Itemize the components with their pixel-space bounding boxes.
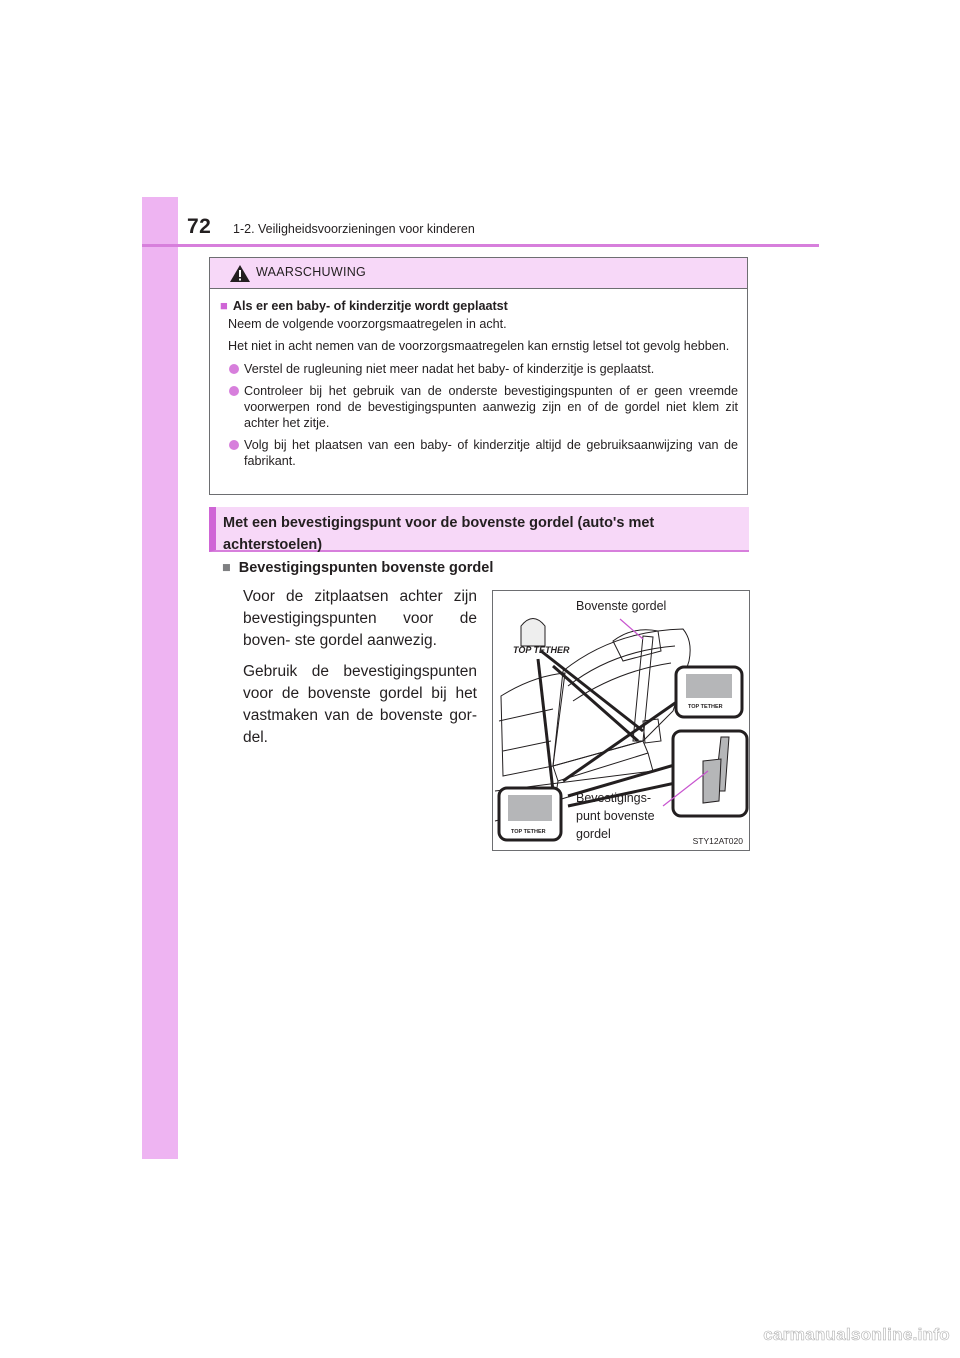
label-anchor-1: Bevestigings- [576, 791, 652, 805]
section-heading: Met een bevestigingspunt voor de bovenste gordel (auto's met achterstoelen) [209, 507, 749, 552]
warning-bullet [228, 361, 738, 377]
watermark: carmanualsonline.info [763, 1325, 950, 1344]
warning-subheading [220, 298, 738, 314]
warning-title: WAARSCHUWING [256, 265, 367, 279]
body-paragraph: Voor de zitplaatsen achter zijn bevestigingspunten voor de boven- ste gordel aanwezig. [243, 588, 477, 649]
label-top-tether: Bovenste gordel [576, 599, 667, 613]
tether-anchor-illustration [492, 590, 750, 851]
square-bullet-icon: ■ [222, 560, 231, 576]
tether-tag-text: TOP TETHER [513, 645, 570, 655]
warning-triangle-icon [229, 264, 251, 283]
header-rule [142, 244, 819, 247]
warning-bullet-text: Controleer bij het gebruik van de onderste bevestigingspunten of er geen vreemde voorwerpen rond de bevestigingspunten aanwezig zijn en of de gordel niet klem zit achter het zitje. [244, 384, 738, 430]
warning-subheading-text: Als er een baby- of kinderzitje wordt geplaatst [232, 299, 508, 313]
subsection-heading-text: Bevestigingspunten bovenste gordel [238, 560, 494, 576]
chapter-side-tab [142, 197, 178, 1159]
body-paragraph: Gebruik de bevestigingspunten voor de bovenste gordel bij het vastmaken van de bovenste gor- del. [243, 663, 477, 746]
figure-code: STY12AT020 [692, 836, 743, 846]
tether-tag-text: TOP TETHER [688, 704, 723, 710]
warning-bullet-text: Volg bij het plaatsen van een baby- of kinderzitje altijd de gebruiksaanwijzing van de fabrikant. [244, 438, 738, 468]
tether-tag-text: TOP TETHER [511, 829, 546, 835]
body-text [243, 586, 477, 758]
warning-bullet [228, 437, 738, 469]
label-anchor-3: gordel [576, 827, 611, 841]
bullet-dot-icon [229, 386, 239, 396]
subsection-heading [222, 560, 493, 576]
warning-box [209, 257, 748, 495]
warning-header [210, 258, 747, 289]
square-bullet-icon: ■ [220, 298, 228, 313]
warning-bullet [228, 383, 738, 431]
section-title: 1-2. Veiligheidsvoorzieningen voor kinderen [233, 222, 475, 236]
warning-bullet-text: Verstel de rugleuning niet meer nadat het baby- of kinderzitje is geplaatst. [244, 362, 655, 376]
bullet-dot-icon [229, 440, 239, 450]
bullet-dot-icon [229, 364, 239, 374]
warning-intro-1: Neem de volgende voorzorgsmaatregelen in acht. [228, 317, 507, 331]
warning-intro-2: Het niet in acht nemen van de voorzorgsmaatregelen kan ernstig letsel tot gevolg hebben. [228, 339, 730, 353]
label-anchor-2: punt bovenste [576, 809, 655, 823]
page-number: 72 [187, 215, 212, 238]
